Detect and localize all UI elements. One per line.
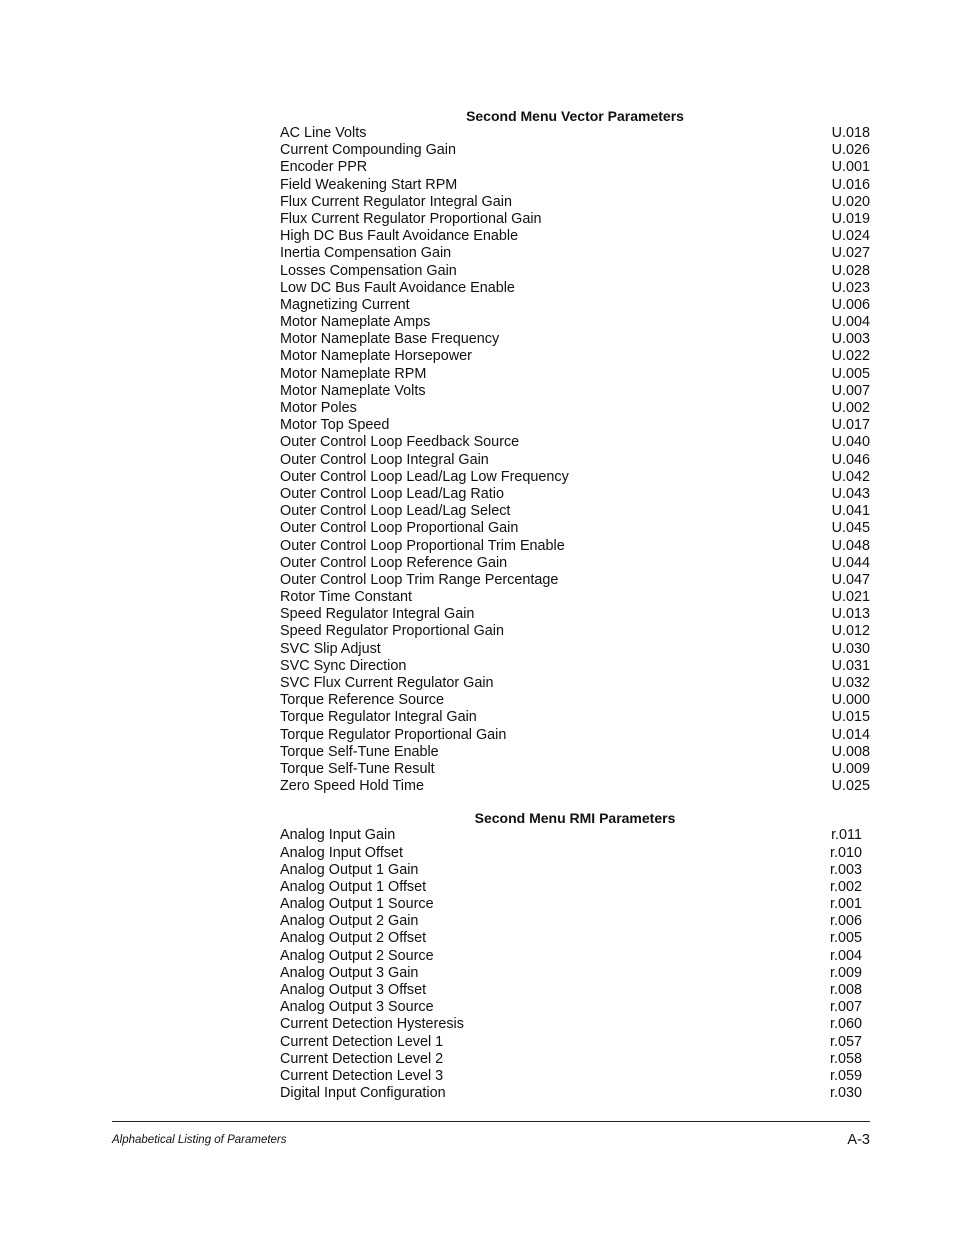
index-entry: [280, 177, 870, 194]
parameter-name: Flux Current Regulator Integral Gain: [280, 193, 512, 210]
parameter-name: Outer Control Loop Feedback Source: [280, 434, 520, 451]
index-entry: [280, 211, 870, 228]
parameter-code: U.019: [831, 210, 870, 227]
parameter-name: Current Detection Level 3: [280, 1067, 444, 1084]
parameter-code: U.028: [831, 262, 870, 279]
parameter-code: U.045: [831, 520, 870, 537]
index-entry: [280, 452, 870, 469]
parameter-name: Outer Control Loop Lead/Lag Ratio: [280, 485, 505, 502]
index-entry: [280, 469, 870, 486]
parameter-code: U.043: [831, 485, 870, 502]
index-entry: [280, 280, 870, 297]
parameter-name: Motor Nameplate Base Frequency: [280, 331, 500, 348]
parameter-name: Motor Nameplate RPM: [280, 365, 427, 382]
index-entry: [280, 709, 870, 726]
parameter-name: Analog Input Offset: [280, 844, 403, 861]
parameter-name: Analog Output 1 Source: [280, 896, 434, 913]
parameter-name: Motor Poles: [280, 400, 357, 416]
parameter-code: U.027: [831, 245, 870, 262]
parameter-code: U.000: [831, 692, 870, 709]
index-entry: [280, 1034, 862, 1051]
parameter-code: r.011: [831, 827, 862, 844]
page-number: A-3: [847, 1132, 870, 1148]
vector-parameter-list: [280, 125, 870, 795]
parameter-name: Encoder PPR: [280, 159, 368, 176]
rmi-parameter-list: [280, 827, 870, 1102]
parameter-code: U.046: [831, 451, 870, 468]
index-entry: [280, 538, 870, 555]
section-title-vector: Second Menu Vector Parameters: [466, 108, 684, 124]
index-entry: [280, 606, 870, 623]
parameter-code: r.004: [829, 947, 862, 964]
parameter-code: U.014: [831, 726, 870, 743]
index-entry: [280, 761, 870, 778]
index-entry: [280, 845, 862, 862]
parameter-code: U.006: [831, 296, 870, 313]
parameter-code: U.003: [831, 331, 870, 348]
parameter-name: Analog Input Gain: [280, 827, 396, 844]
index-entry: [280, 896, 862, 913]
parameter-name: Analog Output 1 Offset: [280, 878, 427, 895]
index-entry: [280, 623, 870, 640]
parameter-code: U.040: [831, 434, 870, 451]
parameter-code: r.009: [829, 964, 862, 981]
index-entry: [280, 417, 870, 434]
parameter-name: SVC Flux Current Regulator Gain: [280, 675, 494, 691]
index-entry: [280, 948, 862, 965]
index-entry: [280, 245, 870, 262]
parameter-name: Torque Regulator Integral Gain: [280, 709, 477, 726]
parameter-code: U.047: [831, 571, 870, 588]
index-entry: [280, 297, 870, 314]
parameter-code: U.030: [831, 640, 870, 657]
parameter-name: Motor Nameplate Volts: [280, 382, 426, 399]
parameter-code: r.008: [829, 982, 862, 998]
parameter-code: U.042: [831, 468, 870, 485]
index-entry: [280, 314, 870, 331]
parameter-name: Outer Control Loop Lead/Lag Low Frequency: [280, 468, 569, 485]
parameter-name: Motor Top Speed: [280, 417, 390, 434]
parameter-name: Digital Input Configuration: [280, 1085, 446, 1102]
parameter-code: r.060: [829, 1016, 862, 1033]
index-entry: [280, 1085, 862, 1102]
parameter-code: U.031: [831, 657, 870, 674]
parameter-code: U.021: [831, 589, 870, 606]
parameter-code: U.001: [831, 159, 870, 176]
parameter-name: Current Compounding Gain: [280, 142, 456, 159]
parameter-code: U.016: [831, 176, 870, 193]
index-entry: [280, 778, 870, 795]
index-entry: [280, 194, 870, 211]
parameter-code: U.005: [831, 365, 870, 382]
index-entry: [280, 331, 870, 348]
index-entry: [280, 400, 870, 417]
parameter-code: r.007: [829, 999, 862, 1016]
parameter-code: r.003: [829, 861, 862, 878]
index-entry: [280, 159, 870, 176]
index-entry: [280, 589, 870, 606]
index-entry: [280, 1016, 862, 1033]
footer-divider: [112, 1121, 870, 1122]
parameter-name: Flux Current Regulator Proportional Gain: [280, 210, 542, 227]
parameter-code: r.002: [829, 878, 862, 895]
index-entry: [280, 125, 870, 142]
parameter-code: r.057: [829, 1033, 862, 1050]
parameter-index: [280, 107, 870, 1102]
parameter-code: U.004: [831, 314, 870, 331]
parameter-name: Current Detection Hysteresis: [280, 1016, 464, 1033]
parameter-name: Inertia Compensation Gain: [280, 245, 452, 262]
parameter-name: Analog Output 2 Source: [280, 947, 434, 964]
parameter-code: U.008: [831, 743, 870, 760]
parameter-code: r.030: [829, 1085, 862, 1102]
parameter-code: r.058: [829, 1050, 862, 1067]
index-entry: [280, 675, 870, 692]
parameter-name: AC Line Volts: [280, 125, 367, 141]
index-entry: [280, 913, 862, 930]
parameter-name: Outer Control Loop Proportional Gain: [280, 520, 519, 537]
parameter-code: U.048: [831, 537, 870, 554]
index-entry: [280, 641, 870, 658]
index-entry: [280, 572, 870, 589]
parameter-code: U.024: [831, 228, 870, 245]
parameter-name: Analog Output 2 Gain: [280, 913, 419, 930]
index-entry: [280, 999, 862, 1016]
parameter-code: U.023: [831, 279, 870, 296]
parameter-name: Torque Self-Tune Result: [280, 760, 435, 777]
parameter-name: Analog Output 1 Gain: [280, 861, 419, 878]
parameter-name: Analog Output 3 Offset: [280, 982, 427, 998]
parameter-name: Losses Compensation Gain: [280, 262, 457, 279]
index-entry: [280, 879, 862, 896]
parameter-name: SVC Slip Adjust: [280, 640, 381, 657]
index-entry: [280, 555, 870, 572]
index-entry: [280, 965, 862, 982]
index-entry: [280, 348, 870, 365]
section-title-rmi: Second Menu RMI Parameters: [474, 810, 676, 827]
parameter-name: Analog Output 2 Offset: [280, 930, 427, 947]
parameter-code: U.044: [831, 554, 870, 571]
parameter-name: Field Weakening Start RPM: [280, 176, 458, 193]
parameter-code: U.017: [831, 417, 870, 434]
parameter-name: Analog Output 3 Gain: [280, 964, 419, 981]
index-entry: [280, 658, 870, 675]
parameter-code: U.020: [831, 193, 870, 210]
index-entry: [280, 228, 870, 245]
index-entry: [280, 1051, 862, 1068]
parameter-code: U.018: [831, 125, 870, 141]
parameter-name: Outer Control Loop Lead/Lag Select: [280, 503, 511, 520]
parameter-name: Zero Speed Hold Time: [280, 778, 424, 795]
parameter-name: Low DC Bus Fault Avoidance Enable: [280, 279, 515, 296]
parameter-code: U.015: [831, 709, 870, 726]
index-entry: [280, 827, 862, 844]
parameter-name: Outer Control Loop Trim Range Percentage: [280, 571, 559, 588]
parameter-name: High DC Bus Fault Avoidance Enable: [280, 228, 519, 245]
parameter-code: U.032: [831, 675, 870, 691]
parameter-name: Current Detection Level 1: [280, 1033, 444, 1050]
parameter-name: Outer Control Loop Integral Gain: [280, 451, 489, 468]
parameter-code: U.025: [831, 778, 870, 795]
parameter-name: Speed Regulator Proportional Gain: [280, 623, 504, 640]
index-entry: [280, 503, 870, 520]
parameter-name: Current Detection Level 2: [280, 1050, 444, 1067]
parameter-name: Rotor Time Constant: [280, 589, 412, 606]
parameter-name: Torque Regulator Proportional Gain: [280, 726, 507, 743]
parameter-name: Torque Self-Tune Enable: [280, 743, 439, 760]
parameter-name: Outer Control Loop Proportional Trim Enable: [280, 537, 565, 554]
parameter-code: r.010: [829, 844, 862, 861]
index-entry: [280, 862, 862, 879]
parameter-name: Motor Nameplate Amps: [280, 314, 431, 331]
parameter-name: Magnetizing Current: [280, 296, 410, 313]
parameter-name: Outer Control Loop Reference Gain: [280, 554, 508, 571]
index-entry: [280, 1068, 862, 1085]
parameter-code: U.022: [831, 348, 870, 365]
parameter-code: U.007: [831, 382, 870, 399]
parameter-code: U.012: [831, 623, 870, 640]
index-entry: [280, 263, 870, 280]
parameter-name: Motor Nameplate Horsepower: [280, 348, 472, 365]
parameter-code: r.059: [829, 1067, 862, 1084]
index-entry: [280, 520, 870, 537]
parameter-code: U.041: [831, 503, 870, 520]
index-entry: [280, 383, 870, 400]
parameter-name: Torque Reference Source: [280, 692, 444, 709]
index-entry: [280, 982, 862, 999]
index-entry: [280, 434, 870, 451]
parameter-code: U.013: [831, 606, 870, 623]
index-entry: [280, 142, 870, 159]
footer-section-name: Alphabetical Listing of Parameters: [112, 1134, 287, 1146]
parameter-code: U.026: [831, 142, 870, 159]
parameter-name: SVC Sync Direction: [280, 657, 407, 674]
parameter-name: Analog Output 3 Source: [280, 999, 434, 1016]
parameter-name: Speed Regulator Integral Gain: [280, 606, 475, 623]
parameter-code: r.001: [829, 896, 862, 913]
index-entry: [280, 692, 870, 709]
index-entry: [280, 744, 870, 761]
index-entry: [280, 727, 870, 744]
parameter-code: U.009: [831, 760, 870, 777]
parameter-code: r.005: [829, 930, 862, 947]
parameter-code: r.006: [829, 913, 862, 930]
index-entry: [280, 366, 870, 383]
index-entry: [280, 930, 862, 947]
index-entry: [280, 486, 870, 503]
parameter-code: U.002: [831, 400, 870, 416]
